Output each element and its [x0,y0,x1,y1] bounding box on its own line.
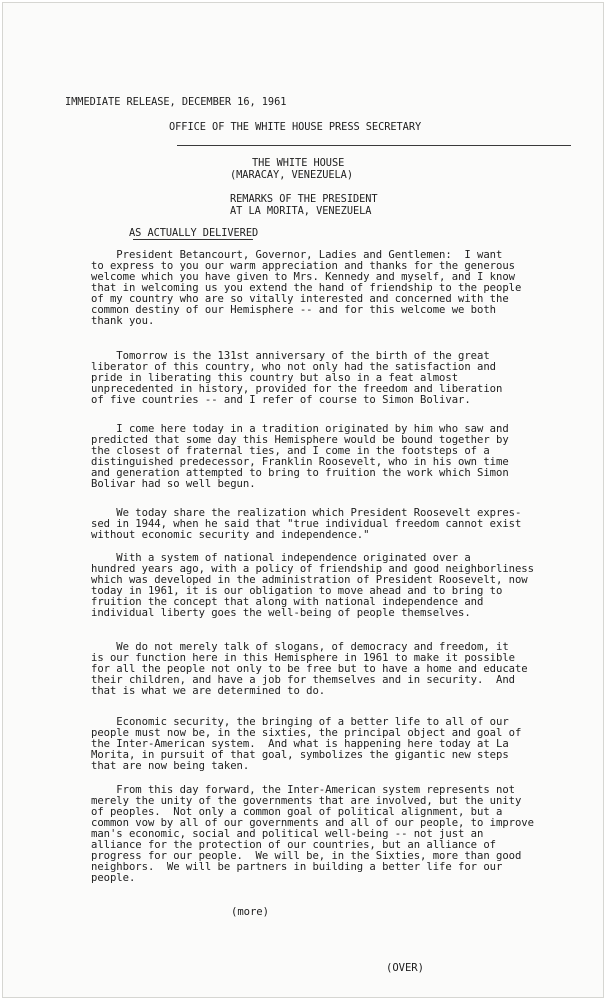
paragraph-line: Tomorrow is the 131st anniversary of the birth of the great [91,350,490,362]
paragraph-line: of peoples. Not only a common goal of political alignment, but a [91,806,503,818]
release-line: IMMEDIATE RELEASE, DECEMBER 16, 1961 [65,96,287,108]
paragraph-line: hundred years ago, with a policy of friendship and good neighborliness [91,563,534,575]
paragraph-line: people. [91,872,136,884]
paragraph-line: We today share the realization which President Roosevelt expres- [91,507,522,519]
paragraph-line: predicted that some day this Hemisphere would be bound together by [91,434,509,446]
paragraph-line: From this day forward, the Inter-American system represents not [91,784,515,796]
paragraph [91,717,521,772]
paragraph-line: progress for our people. We will be, in the Sixties, more than good [91,850,522,862]
more-marker: (more) [231,906,269,918]
paragraph-line: common destiny of our Hemisphere -- and for this welcome we both [91,304,496,316]
paragraph [91,351,502,406]
paragraph-line: sed in 1944, when he said that "true individual freedom cannot exist [91,518,522,530]
paragraph [91,553,534,619]
paragraph-line: of five countries -- and I refer of course to Simon Bolivar. [91,394,471,406]
paragraph-line: neighbors. We will be partners in building a better life for our [91,861,503,873]
paragraph-line: alliance for the protection of our countries, but an alliance of [91,839,496,851]
paragraph-line: which was developed in the administration of President Roosevelt, now [91,574,528,586]
paragraph [91,424,509,490]
paragraph-line: liberator of this country, who not only had the satisfaction and [91,361,496,373]
paragraph-line: without economic security and independence." [91,529,370,541]
paragraph-line: people must now be, in the sixties, the principal object and goal of [91,727,522,739]
paragraph-line: for all the people not only to be free but to have a home and educate [91,663,528,675]
paragraph-line: that in welcoming us you extend the hand of friendship to the people [91,282,522,294]
paragraph-line: common vow by all of our governments and all of our people, to improve [91,817,534,829]
paragraph [91,508,521,541]
paragraph-line: We do not merely talk of slogans, of democracy and freedom, it [91,641,509,653]
paragraph-line: to express to you our warm appreciation and thanks for the generous [91,260,515,272]
header-rule [177,145,571,146]
paragraph-line: is our function here in this Hemisphere in 1961 to make it possible [91,652,515,664]
paragraph-line: that is what we are determined to do. [91,685,326,697]
heading-white-house: THE WHITE HOUSE [252,157,345,169]
paragraph-line: Economic security, the bringing of a better life to all of our [91,716,509,728]
paragraph [91,642,528,697]
paragraph-line: With a system of national independence originated over a [91,552,471,564]
paragraph-line: I come here today in a tradition originated by him who saw and [91,423,509,435]
paragraph-line: thank you. [91,315,155,327]
paragraph-line: pride in liberating this country but also in a feat almost [91,372,459,384]
paragraph-line: distinguished predecessor, Franklin Roosevelt, who in his own time [91,456,509,468]
paragraph-line: unprecedented in history, provided for the freedom and liberation [91,383,503,395]
heading-remarks: REMARKS OF THE PRESIDENT [230,193,378,205]
office-line: OFFICE OF THE WHITE HOUSE PRESS SECRETARY [169,121,422,133]
as-delivered-underline [133,239,253,240]
paragraph-line: that are now being taken. [91,760,250,772]
paragraph-line: of my country who are so vitally interested and concerned with the [91,293,509,305]
paragraph [91,785,534,884]
paragraph-line: individual liberty goes the well-being of people themselves. [91,607,471,619]
paragraph [91,250,521,327]
paragraph-line: today in 1961, it is our obligation to move ahead and to bring to [91,585,503,597]
as-delivered-label: AS ACTUALLY DELIVERED [129,227,259,239]
document-page [3,3,603,997]
paragraph-line: merely the unity of the governments that are involved, but the unity [91,795,522,807]
paragraph-line: fruition the concept that along with national independence and [91,596,484,608]
paragraph-line: their children, and have a job for themselves and in security. And [91,674,515,686]
paragraph-line: Morita, in pursuit of that goal, symbolizes the gigantic new steps [91,749,509,761]
paragraph-line: President Betancourt, Governor, Ladies and Gentlemen: I want [91,249,503,261]
over-marker: (OVER) [386,962,424,974]
heading-place: AT LA MORITA, VENEZUELA [230,205,372,217]
heading-location: (MARACAY, VENEZUELA) [230,169,353,181]
paragraph-line: man's economic, social and political well-being -- not just an [91,828,484,840]
paragraph-line: and generation attempted to bring to fruition the work which Simon [91,467,509,479]
paragraph-line: welcome which you have given to Mrs. Kennedy and myself, and I know [91,271,515,283]
paragraph-line: the Inter-American system. And what is happening here today at La [91,738,509,750]
paragraph-line: the closest of fraternal ties, and I come in the footsteps of a [91,445,490,457]
paragraph-line: Bolivar had so well begun. [91,478,256,490]
